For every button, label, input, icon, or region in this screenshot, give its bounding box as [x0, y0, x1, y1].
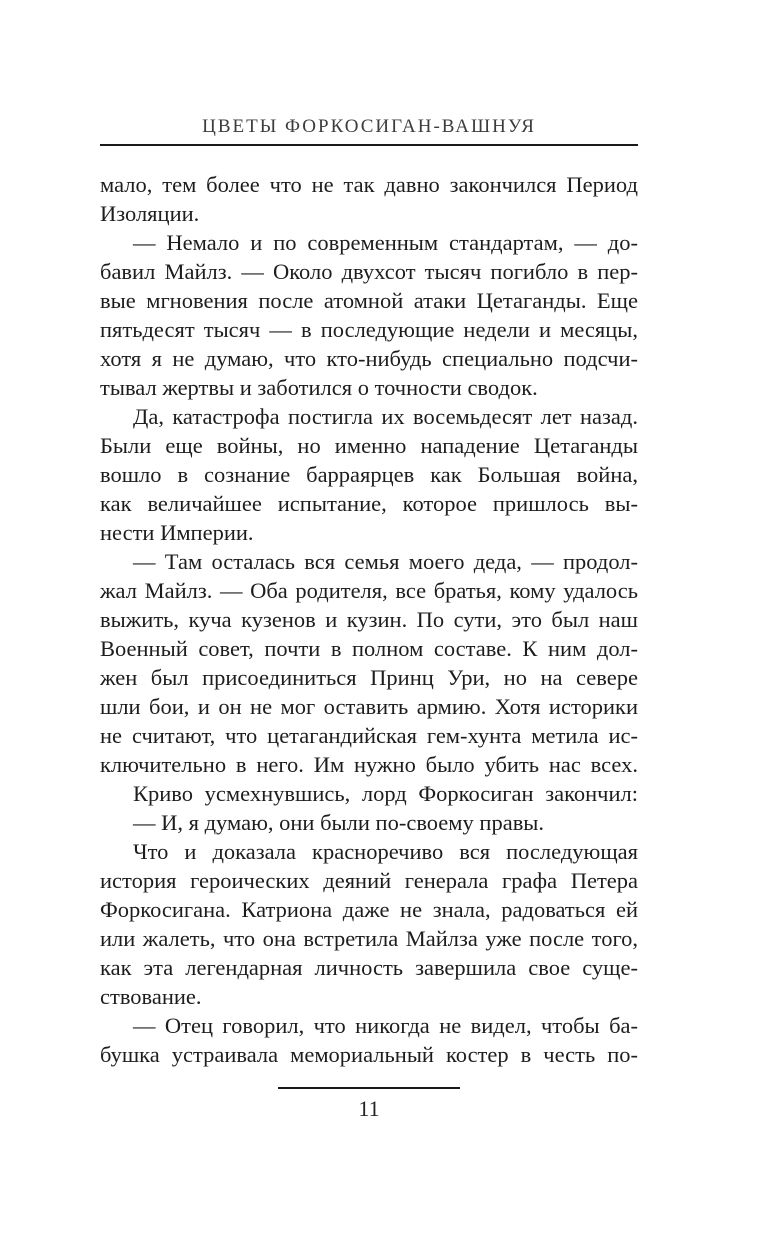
- body-line: тывал жертвы и заботился о точности сводок.: [100, 375, 538, 400]
- body-line: Военный совет, почти в полном составе. К ним дол-: [100, 636, 638, 661]
- body-line: Да, катастрофа постигла их восемьдесят лет назад.: [133, 404, 638, 429]
- body-line: пятьдесят тысяч — в последующие недели и месяцы,: [100, 317, 638, 342]
- footer-rule: [278, 1087, 460, 1089]
- body-line: жал Майлз. — Оба родителя, все братья, кому удалось: [100, 578, 638, 603]
- body-line: Изоляции.: [100, 201, 200, 226]
- body-line: ключительно в него. Им нужно было убить нас всех.: [100, 752, 638, 777]
- body-line: вые мгновения после атомной атаки Цетаганды. Еще: [100, 288, 638, 313]
- body-line: история героических деяний генерала графа Петера: [100, 868, 638, 893]
- body-line: — Отец говорил, что никогда не видел, чтобы ба-: [133, 1013, 638, 1038]
- body-line: Были еще войны, но именно нападение Цетаганды: [100, 433, 638, 458]
- body-line: шли бои, и он не мог оставить армию. Хотя историки: [100, 694, 638, 719]
- body-line: Форкосигана. Катриона даже не знала, радоваться ей: [100, 897, 638, 922]
- body-line: — Немало и по современным стандартам, — до-: [133, 230, 638, 255]
- body-line: Криво усмехнувшись, лорд Форкосиган закончил:: [133, 781, 638, 806]
- body-line: — Там осталась вся семья моего деда, — продол-: [133, 549, 638, 574]
- body-text: [100, 170, 638, 1069]
- body-line: Что и доказала красноречиво вся последующая: [133, 839, 638, 864]
- body-line: выжить, куча кузенов и кузин. По сути, это был наш: [100, 607, 638, 632]
- body-line: бушка устраивала мемориальный костер в честь по-: [100, 1042, 638, 1067]
- body-line: ствование.: [100, 984, 202, 1009]
- page-number: 11: [358, 1096, 380, 1121]
- running-header-title: ЦВЕТЫ ФОРКОСИГАН-ВАШНУЯ: [202, 116, 536, 137]
- body-line: как эта легендарная личность завершила свое суще-: [100, 955, 638, 980]
- header-rule: [100, 144, 638, 146]
- body-line: не считают, что цетагандийская гем-хунта метила ис-: [100, 723, 638, 748]
- body-line: хотя я не думаю, что кто-нибудь специально подсчи-: [100, 346, 638, 371]
- body-line: вошло в сознание барраярцев как Большая война,: [100, 462, 638, 487]
- body-line: бавил Майлз. — Около двухсот тысяч погибло в пер-: [100, 259, 638, 284]
- body-line: нести Империи.: [100, 520, 254, 545]
- body-line: мало, тем более что не так давно закончился Период: [100, 172, 638, 197]
- body-line: как величайшее испытание, которое пришлось вы-: [100, 491, 638, 516]
- body-line: — И, я думаю, они были по-своему правы.: [133, 810, 545, 835]
- body-line: жен был присоединиться Принц Ури, но на севере: [100, 665, 638, 690]
- body-line: или жалеть, что она встретила Майлза уже после того,: [100, 926, 638, 951]
